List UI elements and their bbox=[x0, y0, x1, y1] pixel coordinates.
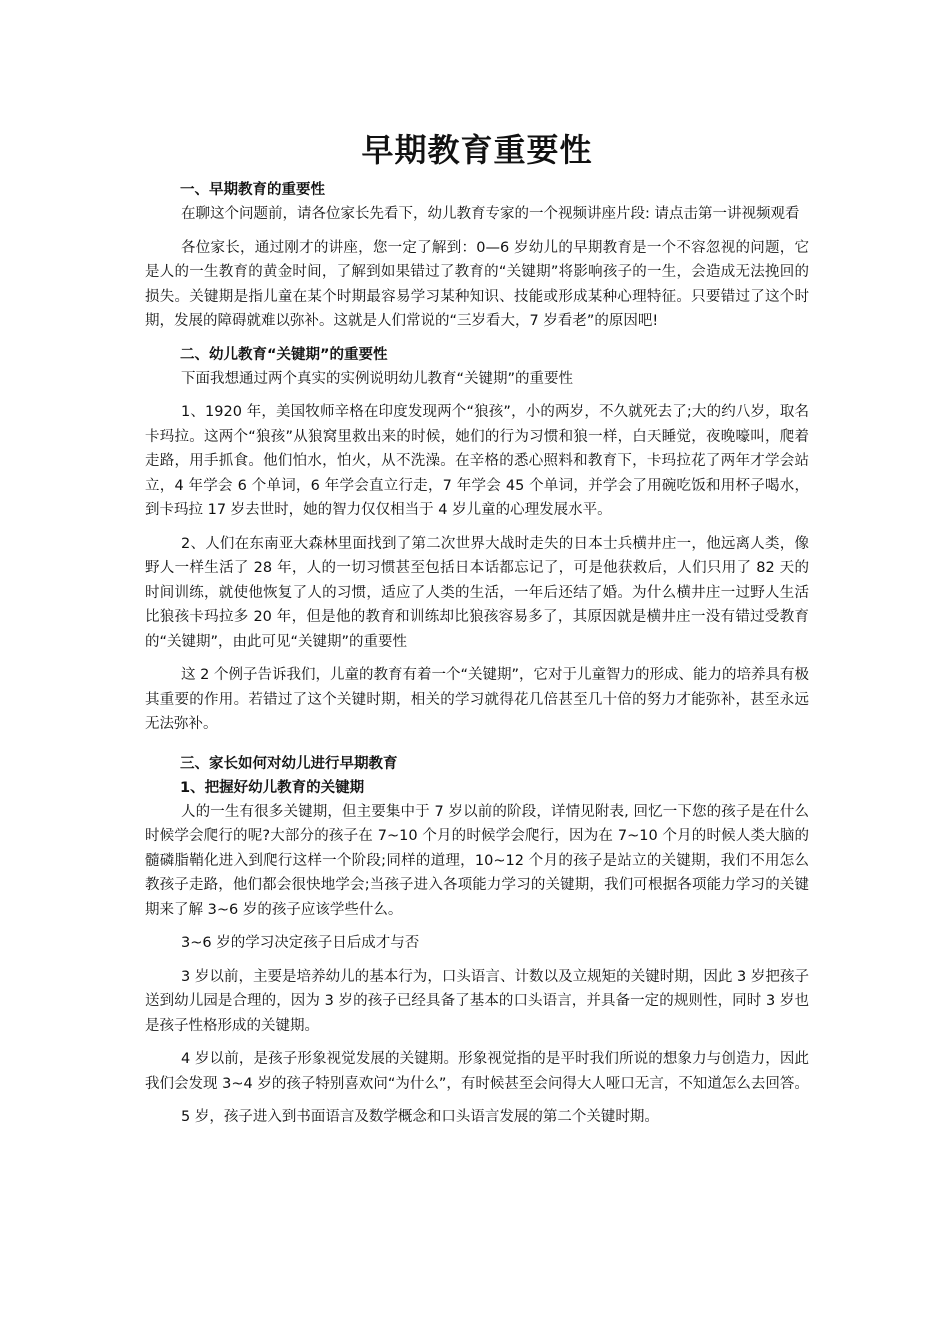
section-heading-3: 三、家长如何对幼儿进行早期教育 bbox=[180, 755, 398, 772]
paragraph-age-4: 4 岁以前，是孩子形象视觉发展的关键期。形象视觉指的是平时我们所说的想象力与创造力，因此我们会发现 3~4 岁的孩子特别喜欢问“为什么”，有时候甚至会问得大人哑口无言，不知道怎么去回答。 bbox=[145, 1051, 809, 1092]
paragraph-example-2: 2、人们在东南亚大森林里面找到了第二次世界大战时走失的日本士兵横井庄一，他远离人类，像野人一样生活了 28 年，人的一切习惯甚至包括日本话都忘记了，可是他获救后，人们只用了 82 天的时间训练，就使他恢复了人的习惯，适应了人类的生活，一年后还结了婚。为什么横井庄一过野人生活比狼孩卡玛拉多 20 年，但是他的教育和训练却比狼孩容易多了，其原因就是横井庄一没有错过受教育的“关键期”，由此可见“关键期”的重要性 bbox=[145, 535, 809, 650]
paragraph-age-3: 3 岁以前，主要是培养幼儿的基本行为，口头语言、计数以及立规矩的关键时期，因此 3 岁把孩子送到幼儿园是合理的，因为 3 岁的孩子已经具备了基本的口头语言，并具备一定的规则性，同时 3 岁也是孩子性格形成的关键期。 bbox=[145, 968, 809, 1034]
document-title: 早期教育重要性 bbox=[361, 131, 593, 169]
paragraph-examples-intro: 下面我想通过两个真实的实例说明幼儿教育“关键期”的重要性 bbox=[181, 370, 574, 387]
paragraph-intro: 在聊这个问题前，请各位家长先看下，幼儿教育专家的一个视频讲座片段: 请点击第一讲视频观看 bbox=[181, 206, 800, 222]
subsection-heading-1: 1、把握好幼儿教育的关键期 bbox=[180, 779, 365, 796]
paragraph-age-5: 5 岁，孩子进入到书面语言及数学概念和口头语言发展的第二个关键时期。 bbox=[181, 1109, 659, 1125]
paragraph-key-periods-detail: 人的一生有很多关键期，但主要集中于 7 岁以前的阶段，详情见附表, 回忆一下您的孩子是在什么时候学会爬行的呢?大部分的孩子在 7~10 个月的时候学会爬行，因为在 7~10 个月的时候人类大脑的髓磷脂鞘化进入到爬行这样一个阶段;同样的道理，10~12 个月的孩子是站立的关键期，我们不用怎么教孩子走路，他们都会很快地学会;当孩子进入各项能力学习的关键期，我们可根据各项能力学习的关键期来了解 3~6 岁的孩子应该学些什么。 bbox=[145, 803, 809, 918]
paragraph-conclusion: 这 2 个例子告诉我们，儿童的教育有着一个“关键期”，它对于儿童智力的形成、能力的培养具有极其重要的作用。若错过了这个关键时期，相关的学习就得花几倍甚至几十倍的努力才能弥补，甚至永远无法弥补。 bbox=[145, 667, 809, 732]
document-body bbox=[145, 126, 809, 1130]
paragraph-example-1: 1、1920 年，美国牧师辛格在印度发现两个“狼孩”，小的两岁，不久就死去了;大的约八岁，取名卡玛拉。这两个“狼孩”从狼窝里救出来的时候，她们的行为习惯和狼一样，白天睡觉，夜晚嚎叫，爬着走路，用手抓食。他们怕水，怕火，从不洗澡。在辛格的悉心照料和教育下，卡玛拉花了两年才学会站立，4 年学会 6 个单词，6 年学会直立行走，7 年学会 45 个单词，并学会了用碗吃饭和用杯子喝水，到卡玛拉 17 岁去世时，她的智力仅仅相当于 4 岁儿童的心理发展水平。 bbox=[145, 404, 809, 518]
section-heading-1: 一、早期教育的重要性 bbox=[180, 182, 325, 198]
section-heading-2: 二、幼儿教育“关键期”的重要性 bbox=[180, 346, 388, 363]
paragraph-ages-3-6: 3~6 岁的学习决定孩子日后成才与否 bbox=[181, 935, 420, 951]
paragraph-key-period: 各位家长，通过刚才的讲座，您一定了解到：0—6 岁幼儿的早期教育是一个不容忽视的问题，它是人的一生教育的黄金时间，了解到如果错过了教育的“关键期”将影响孩子的一生，会造成无法挽回的损失。关键期是指儿童在某个时期最容易学习某种知识、技能或形成某种心理特征。只要错过了这个时期，发展的障碍就难以弥补。这就是人们常说的“三岁看大，7 岁看老”的原因吧! bbox=[145, 239, 809, 329]
